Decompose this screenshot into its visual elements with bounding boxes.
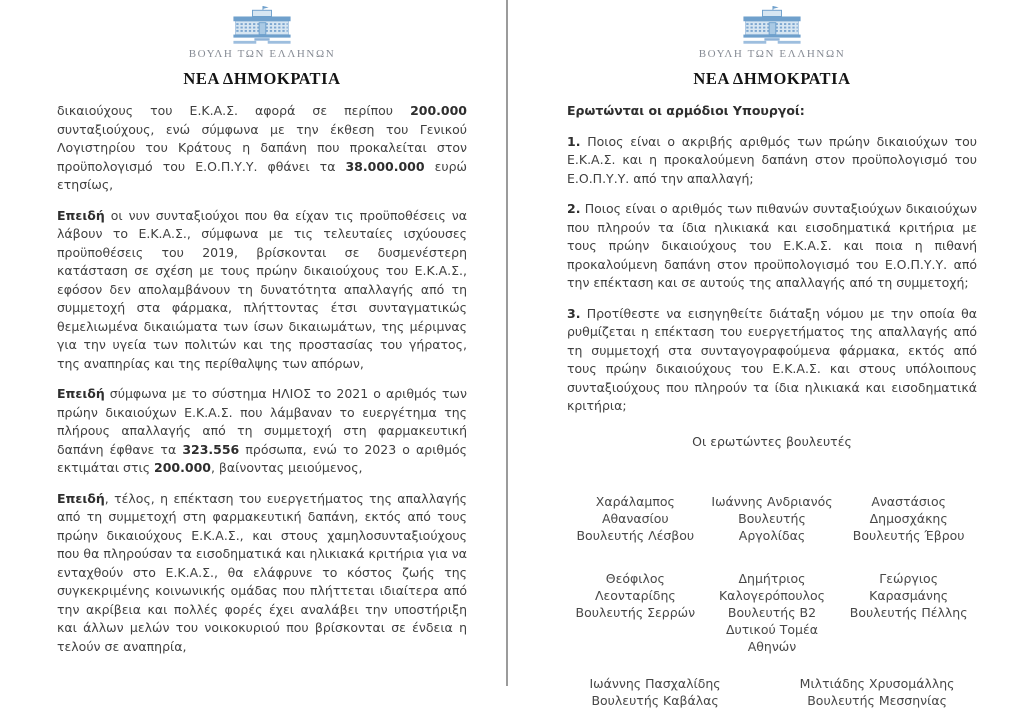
signer-name: Ιωάννης Ανδριανός (711, 493, 833, 509)
signer-block (840, 570, 977, 655)
paragraph-epeidi-2: Επειδή σύμφωνα με το σύστημα ΗΛΙΟΣ το 2021 ο αριθμός των πρώην δικαιούχων Ε.Κ.Α.Σ. που λάμβαναν το ευεργέτημα της πλήρους απαλλαγής από τη συμμετοχή στη φαρμακευτική δαπάνη έφθανε τα 323.556 πρόσωπα, ενώ το 2023 ο αριθμός εκτιμάται στις 200.000, βαίνοντας μειούμενος, (57, 386, 468, 475)
paragraph-epeidi-3: Επειδή, τέλος, η επέκταση του ευεργετήματος της απαλλαγής από τη συμμετοχή στη φαρμακευτική δαπάνη, εκτός από τους πρώην δικαιούχους Ε.Κ.Α.Σ., και στους χαμηλοσυνταξιούχους που θα πληρούσαν τα εισοδηματικά και ηλικιακά κριτήρια για να ενταχθούν στο Ε.Κ.Α.Σ., θα ελάφρυνε το κόστος ζωής της συγκεκριμένης κοινωνικής ομάδας που πλήττεται ιδιαίτερα από την ακρίβεια και πολλές φορές έχει αναλάβει την υποστήριξη και άλλων μελών του νοικοκυριού που βρίσκονται σε ένδεια η τελούν σε αναπηρία, (57, 490, 467, 654)
question-1: 1. Ποιος είναι ο ακριβής αριθμός των πρώην δικαιούχων του Ε.Κ.Α.Σ. και η προκαλούμενη δαπάνη στον προϋπολογισμό του Ε.Ο.Π.Υ.Υ. από την απαλλαγή; (567, 133, 977, 186)
signer-district: Βουλευτής Έβρου (852, 527, 965, 543)
signer-district: Βουλευτής Αργολίδας (738, 510, 806, 543)
signer-name: Ιωάννης Πασχαλίδης (589, 675, 721, 691)
page-right (567, 0, 977, 709)
signer-name: Γεώργιος Καρασμάνης (869, 570, 949, 603)
paragraph-continued: δικαιούχους του Ε.Κ.Α.Σ. αφορά σε περίπου 200.000 συνταξιούχους, ενώ σύμφωνα με την έκθεση του Γενικού Λογιστηρίου του Κράτους η δαπάνη που προκαλείται στον προϋπολογισμό του Ε.Ο.Π.Υ.Υ. φθάνει τα 38.000.000 ευρώ ετησίως, (57, 103, 467, 192)
signer-district: Βουλευτής Β2 Δυτικού Τομέα Αθηνών (725, 604, 818, 654)
signers-grid (567, 493, 977, 655)
signers-caption: Οι ερωτώντες βουλευτές (692, 433, 852, 449)
page-header (57, 0, 467, 89)
signer-district: Βουλευτής Μεσσηνίας (807, 692, 947, 708)
signer-district: Βουλευτής Σερρών (575, 604, 696, 620)
parliament-building-icon (231, 6, 293, 46)
questions-heading: Ερωτώνται οι αρμόδιοι Υπουργοί: (567, 103, 805, 118)
chamber-label: ΒΟΥΛΗ ΤΩΝ ΕΛΛΗΝΩΝ (698, 48, 846, 60)
signer-block (567, 493, 704, 544)
signer-name: Αναστάσιος Δημοσχάκης (869, 493, 948, 526)
party-title: ΝΕΑ ΔΗΜΟΚΡΑΤΙΑ (183, 69, 341, 88)
signer-name: Χαράλαμπος Αθανασίου (595, 493, 675, 526)
page-left (57, 0, 467, 668)
signer-block (840, 493, 977, 544)
signers-last-row (567, 675, 977, 709)
party-title: ΝΕΑ ΔΗΜΟΚΡΑΤΙΑ (693, 69, 851, 88)
signer-block (567, 570, 704, 655)
signer-district: Βουλευτής Καβάλας (591, 692, 719, 708)
parliament-building-icon (741, 6, 803, 46)
chamber-label: ΒΟΥΛΗ ΤΩΝ ΕΛΛΗΝΩΝ (188, 48, 336, 60)
page-body (567, 102, 977, 416)
signer-name: Θεόφιλος Λεονταρίδης (594, 570, 676, 603)
signer-district: Βουλευτής Πέλλης (849, 604, 968, 620)
page-header (567, 0, 977, 89)
signer-name: Μιλτιάδης Χρυσομάλλης (799, 675, 955, 691)
signer-name: Δημήτριος Καλογερόπουλος (718, 570, 825, 603)
signer-block (704, 493, 841, 544)
signer-block (590, 675, 721, 709)
page-body (57, 102, 467, 656)
question-3: 3. Προτίθεστε να εισηγηθείτε διάταξη νόμου με την οποία θα ρυθμίζεται η επέκταση του ευεργετήματος της απαλλαγής από τη συμμετοχή στα συνταγογραφούμενα φάρμακα, εκτός από τους πρώην δικαιούχους του Ε.Κ.Α.Σ. και στους υπόλοιπους συνταξιούχους που πληρούν τα ίδια ηλικιακά και εισοδηματικά κριτήρια; (567, 305, 977, 413)
page-divider (506, 0, 508, 686)
signer-block (704, 570, 841, 655)
question-2: 2. Ποιος είναι ο αριθμός των πιθανών συνταξιούχων δικαιούχων που πληρούν τα ίδια ηλικιακά και εισοδηματικά κριτήρια με τους πρώην δικαιούχους του Ε.Κ.Α.Σ. και ποια η πιθανή προκαλούμενη δαπάνη στον προϋπολογισμό του Ε.Ο.Π.Υ.Υ. από την επέκταση και σε αυτούς της απαλλαγής από τη συμμετοχή; (567, 201, 977, 290)
signer-block (800, 675, 955, 709)
paragraph-epeidi-1: Επειδή οι νυν συνταξιούχοι που θα είχαν τις προϋποθέσεις να λάβουν το Ε.Κ.Α.Σ., σύμφωνα με τις τελευταίες ισχύουσες προϋποθέσεις του 2019, βρίσκονται σε δυσμενέστερη κατάσταση σε σχέση με τους πρώην δικαιούχους του Ε.Κ.Α.Σ., εφόσον δεν απολαμβάνουν τη δυνατότητα απαλλαγής από τη συμμετοχή στα φάρμακα, πλήττοντας έτσι συνταγματικώς θεμελιωμένα δικαιώματα των ίσων δικαιωμάτων, της μέριμνας για την υγεία των πολιτών και της προστασίας του γήρατος, της αναπηρίας και της περίθαλψης των απόρων, (57, 207, 467, 371)
signer-district: Βουλευτής Λέσβου (576, 527, 695, 543)
